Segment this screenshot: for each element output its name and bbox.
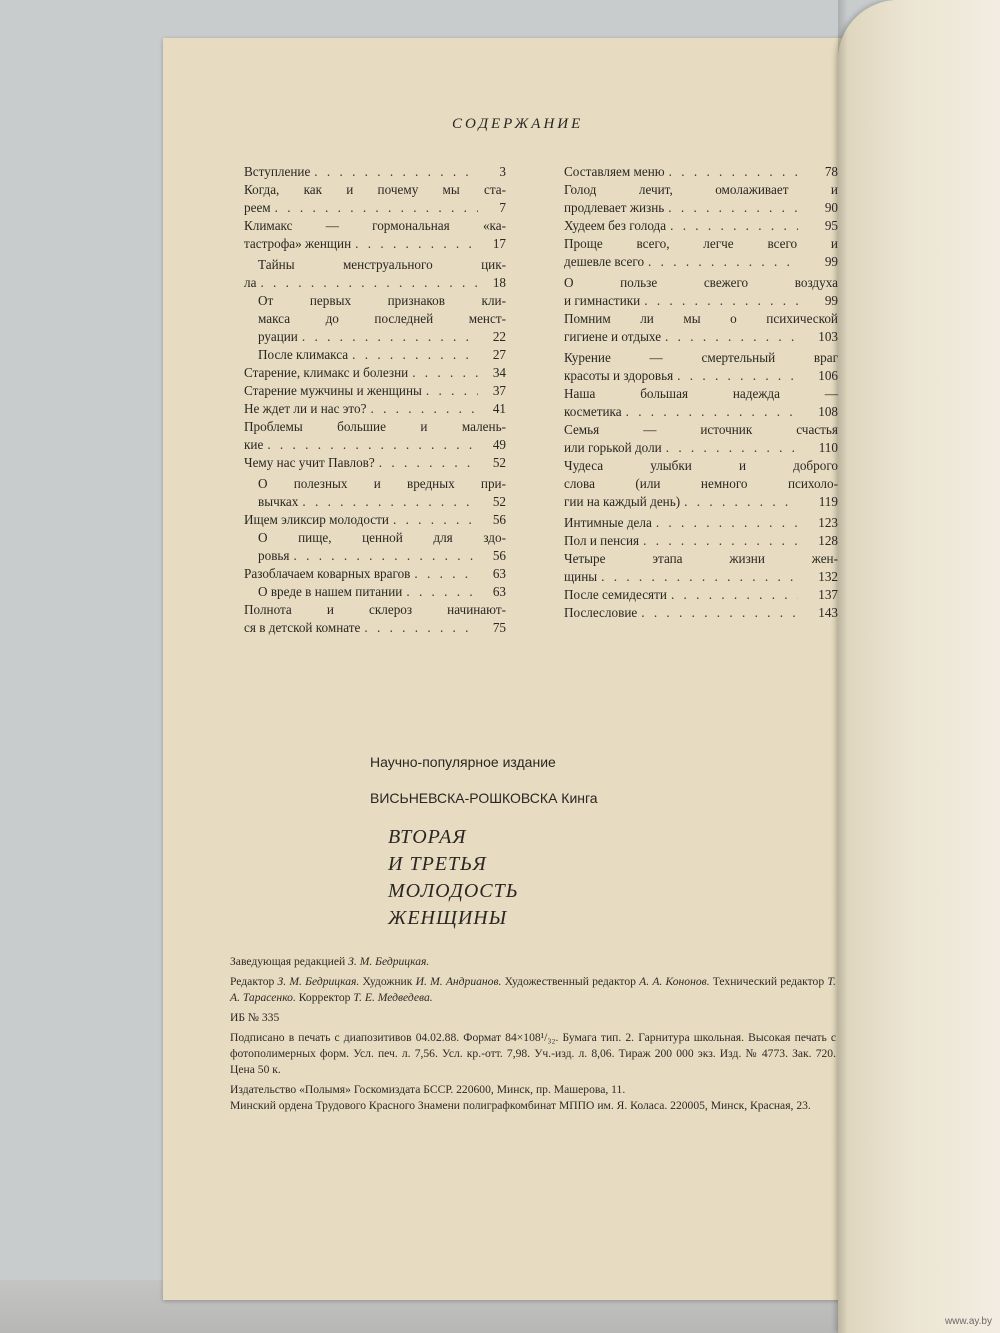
toc-page-number: 37 [492, 383, 506, 398]
toc-page-number: 78 [824, 164, 838, 179]
toc-entry [244, 400, 506, 418]
toc-entry-text: или горькой доли [564, 440, 662, 455]
edition-type: Научно-популярное издание [370, 754, 556, 770]
toc-line [564, 181, 838, 199]
toc-page-number: 108 [818, 404, 838, 419]
toc-page-number: 123 [818, 515, 838, 530]
toc-line [244, 199, 506, 217]
toc-entry-text: Семья — источник счастья [564, 422, 838, 437]
toc-leader-dots [294, 547, 479, 565]
toc-leader-dots [641, 604, 798, 622]
toc-line [244, 346, 506, 364]
toc-entry [244, 382, 506, 400]
toc-line [244, 382, 506, 400]
toc-entry [244, 292, 506, 346]
toc-page-number: 99 [824, 293, 838, 308]
toc-entry-text: Проще всего, легче всего и [564, 236, 838, 251]
toc-leader-dots [267, 436, 478, 454]
toc-entry-text: кие [244, 437, 264, 452]
toc-entry-text: О пользе свежего воздуха [564, 275, 838, 290]
toc-entry-text: Чудеса улыбки и доброго [564, 458, 838, 473]
publisher-address: Издательство «Полымя» Госкомиздата БССР. 220600, Минск, пр. Машерова, 11. [230, 1083, 626, 1096]
toc-line [564, 199, 838, 217]
toc-page-number: 63 [492, 584, 506, 599]
toc-entry [564, 421, 838, 457]
toc-entry [564, 514, 838, 532]
toc-entry-text: ла [244, 275, 257, 290]
toc-line [244, 274, 506, 292]
toc-page-number: 143 [818, 605, 838, 620]
book-title-line: ВТОРАЯ [388, 826, 467, 848]
toc-entry-text: вычках [258, 494, 299, 509]
toc-leader-dots [669, 163, 798, 181]
book-title-line: МОЛОДОСТЬ [388, 880, 519, 902]
toc-page-number: 52 [492, 455, 506, 470]
toc-entry-text: руации [258, 329, 298, 344]
toc-leader-dots [379, 454, 478, 472]
toc-line [564, 235, 838, 253]
toc-entry [564, 385, 838, 421]
toc-line [564, 403, 838, 421]
toc-line [244, 217, 506, 235]
page-shadow [838, 0, 848, 1333]
toc-entry-text: Составляем меню [564, 164, 665, 179]
toc-entry [564, 310, 838, 346]
toc-entry-text: Не ждет ли и нас это? [244, 401, 367, 416]
toc-line [244, 292, 506, 310]
toc-entry-text: Полнота и склероз начинают- [244, 602, 506, 617]
toc-page-number: 56 [492, 548, 506, 563]
ib-number: ИБ № 335 [230, 1011, 280, 1024]
toc-line [244, 235, 506, 253]
toc-line [244, 547, 506, 565]
toc-entry-text: ровья [258, 548, 290, 563]
toc-line [564, 514, 838, 532]
toc-entry [564, 217, 838, 235]
toc-entry-text: Помним ли мы о психической [564, 311, 838, 326]
toc-leader-dots [352, 346, 478, 364]
toc-entry-text: слова (или немного психоло- [564, 476, 838, 491]
toc-entry [244, 418, 506, 454]
toc-page-number: 128 [818, 533, 838, 548]
toc-entry-text: Климакс — гормональная «ка- [244, 218, 506, 233]
toc-entry-text: макса до последней менст- [258, 311, 506, 326]
toc-leader-dots [406, 583, 478, 601]
toc-line [564, 367, 838, 385]
toc-entry-text: После семидесяти [564, 587, 667, 602]
toc-line [564, 385, 838, 403]
toc-entry-text: и гимнастики [564, 293, 641, 308]
toc-page-number: 99 [824, 254, 838, 269]
toc-line [244, 619, 506, 637]
toc-entry [564, 550, 838, 586]
toc-line [564, 310, 838, 328]
toc-entry [564, 586, 838, 604]
toc-entry-text: продлевает жизнь [564, 200, 665, 215]
toc-page-number: 75 [492, 620, 506, 635]
toc-page-number: 49 [492, 437, 506, 452]
toc-entry-text: О пище, ценной для здо- [258, 530, 506, 545]
toc-line [244, 181, 506, 199]
toc-line [564, 217, 838, 235]
toc-entry-text: Послесловие [564, 605, 638, 620]
toc-entry-text: гии на каждый день) [564, 494, 681, 509]
toc-entry [244, 583, 506, 601]
toc-leader-dots [671, 586, 798, 604]
toc-entry [244, 565, 506, 583]
toc-entry [564, 181, 838, 217]
toc-entry-text: Четыре этапа жизни жен- [564, 551, 838, 566]
toc-leader-dots [314, 163, 478, 181]
toc-line [564, 274, 838, 292]
toc-line [564, 439, 838, 457]
printer-address: Минский ордена Трудового Красного Знамени полиграфкомбинат МППО им. Я. Коласа. 220005, Минск, Красная, 23. [230, 1099, 811, 1112]
toc-line [244, 163, 506, 181]
book-title-line: ЖЕНЩИНЫ [388, 907, 508, 929]
toc-leader-dots [355, 235, 478, 253]
toc-column-left [244, 163, 506, 637]
toc-entry-text: Чему нас учит Павлов? [244, 455, 375, 470]
toc-entry-text: Наша большая надежда — [564, 386, 838, 401]
toc-leader-dots [643, 532, 798, 550]
toc-leader-dots [260, 274, 478, 292]
toc-leader-dots [426, 382, 478, 400]
toc-column-right [564, 163, 838, 622]
toc-line [244, 364, 506, 382]
toc-entry-text: Худеем без голода [564, 218, 667, 233]
toc-leader-dots [302, 328, 478, 346]
toc-entry-text: тастрофа» женщин [244, 236, 352, 251]
toc-line [564, 493, 838, 511]
toc-entry-text: Пол и пенсия [564, 533, 640, 548]
author-name: ВИСЬНЕВСКА-РОШКОВСКА Кинга [370, 790, 598, 806]
toc-entry-text: ся в детской комнате [244, 620, 361, 635]
toc-leader-dots [677, 367, 798, 385]
toc-page-number: 3 [499, 164, 506, 179]
toc-entry-text: реем [244, 200, 271, 215]
toc-entry [244, 601, 506, 637]
toc-line [244, 436, 506, 454]
toc-entry [244, 217, 506, 253]
toc-entry-text: Старение, климакс и болезни [244, 365, 409, 380]
toc-page-number: 137 [818, 587, 838, 602]
toc-page-number: 132 [818, 569, 838, 584]
toc-line [244, 511, 506, 529]
toc-entry [564, 274, 838, 310]
toc-entry [244, 475, 506, 511]
toc-page-number: 106 [818, 368, 838, 383]
toc-entry [244, 454, 506, 472]
toc-entry [244, 346, 506, 364]
book-title-line: И ТРЕТЬЯ [388, 853, 487, 875]
toc-page-number: 95 [824, 218, 838, 233]
toc-entry [244, 163, 506, 181]
next-page-edge [838, 0, 1000, 1333]
toc-line [564, 421, 838, 439]
toc-page-number: 41 [492, 401, 506, 416]
toc-leader-dots [684, 493, 798, 511]
toc-line [244, 601, 506, 619]
toc-entry-text: О вреде в нашем питании [258, 584, 403, 599]
toc-leader-dots [648, 253, 798, 271]
toc-entry [564, 532, 838, 550]
toc-line [244, 493, 506, 511]
toc-entry-text: Старение мужчины и женщины [244, 383, 422, 398]
toc-page-number: 63 [492, 566, 506, 581]
toc-entry [244, 511, 506, 529]
toc-title: СОДЕРЖАНИЕ [452, 116, 584, 132]
toc-line [244, 310, 506, 328]
toc-leader-dots [665, 328, 798, 346]
toc-line [244, 328, 506, 346]
toc-line [244, 256, 506, 274]
toc-line [564, 550, 838, 568]
toc-page-number: 90 [824, 200, 838, 215]
toc-entry-text: После климакса [258, 347, 349, 362]
toc-line [244, 583, 506, 601]
toc-line [244, 565, 506, 583]
toc-leader-dots [302, 493, 478, 511]
toc-leader-dots [666, 439, 798, 457]
toc-entry-text: Ищем эликсир молодости [244, 512, 389, 527]
toc-entry-text: щины [564, 569, 598, 584]
toc-leader-dots [644, 292, 798, 310]
toc-entry-text: Курение — смертельный враг [564, 350, 838, 365]
toc-entry-text: Голод лечит, омолаживает и [564, 182, 838, 197]
toc-line [564, 586, 838, 604]
publication-credits [230, 954, 836, 1118]
toc-entry-text: красоты и здоровья [564, 368, 674, 383]
toc-page-number: 22 [492, 329, 506, 344]
toc-leader-dots [275, 199, 478, 217]
toc-line [564, 163, 838, 181]
toc-leader-dots [601, 568, 798, 586]
toc-entry [564, 604, 838, 622]
book-title [388, 824, 519, 932]
toc-entry-text: Разоблачаем коварных врагов [244, 566, 411, 581]
toc-leader-dots [370, 400, 478, 418]
toc-entry-text: косметика [564, 404, 622, 419]
toc-entry [564, 235, 838, 271]
toc-entry-text: О полезных и вредных при- [258, 476, 506, 491]
toc-line [564, 253, 838, 271]
toc-line [564, 604, 838, 622]
toc-line [564, 457, 838, 475]
print-details: Подписано в печать с диапозитивов 04.02.88. Формат 84×108¹/₃₂. Бумага тип. 2. Гарнитура школьная. Высокая печать с фотополимерных форм. Усл. печ. л. 7,56. Усл. кр.-отт. 7,98. Уч.-изд. л. 8,06. Тираж 200 000 экз. Изд. № 4773. Зак. 720. Цена 50 к. [230, 1031, 836, 1076]
toc-leader-dots [364, 619, 478, 637]
toc-page-number: 110 [818, 440, 838, 455]
toc-line [244, 418, 506, 436]
watermark: www.ay.by [944, 1316, 992, 1327]
toc-entry-text: От первых признаков кли- [258, 293, 506, 308]
toc-page-number: 17 [492, 236, 506, 251]
toc-line [244, 400, 506, 418]
toc-entry-text: Вступление [244, 164, 311, 179]
toc-entry [244, 256, 506, 292]
toc-entry-text: Интимные дела [564, 515, 652, 530]
toc-line [564, 328, 838, 346]
toc-page-number: 34 [492, 365, 506, 380]
toc-page-number: 119 [818, 494, 838, 509]
toc-entry-text: Тайны менструального цик- [258, 257, 506, 272]
toc-line [564, 532, 838, 550]
toc-entry [564, 457, 838, 511]
toc-page-number: 52 [492, 494, 506, 509]
toc-leader-dots [393, 511, 478, 529]
toc-entry-text: Когда, как и почему мы ста- [244, 182, 506, 197]
staff-line: Редактор З. М. Бедрицкая. Художник И. М. Андрианов. Художественный редактор А. А. Кононов. Технический редактор Т. А. Тарасенко. Корректор Т. Е. Медведева. [230, 975, 836, 1004]
toc-leader-dots [414, 565, 478, 583]
toc-page-number: 103 [818, 329, 838, 344]
head-editor-line: Заведующая редакцией З. М. Бедрицкая. [230, 955, 430, 968]
toc-page-number: 56 [492, 512, 506, 527]
toc-line [244, 475, 506, 493]
toc-line [564, 568, 838, 586]
toc-leader-dots [626, 403, 798, 421]
toc-page-number: 27 [492, 347, 506, 362]
toc-entry [244, 364, 506, 382]
toc-leader-dots [412, 364, 478, 382]
toc-page-number: 18 [492, 275, 506, 290]
toc-line [564, 475, 838, 493]
toc-leader-dots [670, 217, 798, 235]
toc-line [244, 529, 506, 547]
toc-entry [564, 349, 838, 385]
toc-page-number: 7 [499, 200, 506, 215]
toc-entry-text: Проблемы большие и малень- [244, 419, 506, 434]
toc-entry-text: дешевле всего [564, 254, 645, 269]
toc-leader-dots [668, 199, 798, 217]
toc-line [564, 349, 838, 367]
toc-entry [244, 529, 506, 565]
toc-entry-text: гигиене и отдыхе [564, 329, 662, 344]
toc-line [244, 454, 506, 472]
toc-leader-dots [656, 514, 798, 532]
toc-line [564, 292, 838, 310]
toc-entry [564, 163, 838, 181]
toc-entry [244, 181, 506, 217]
